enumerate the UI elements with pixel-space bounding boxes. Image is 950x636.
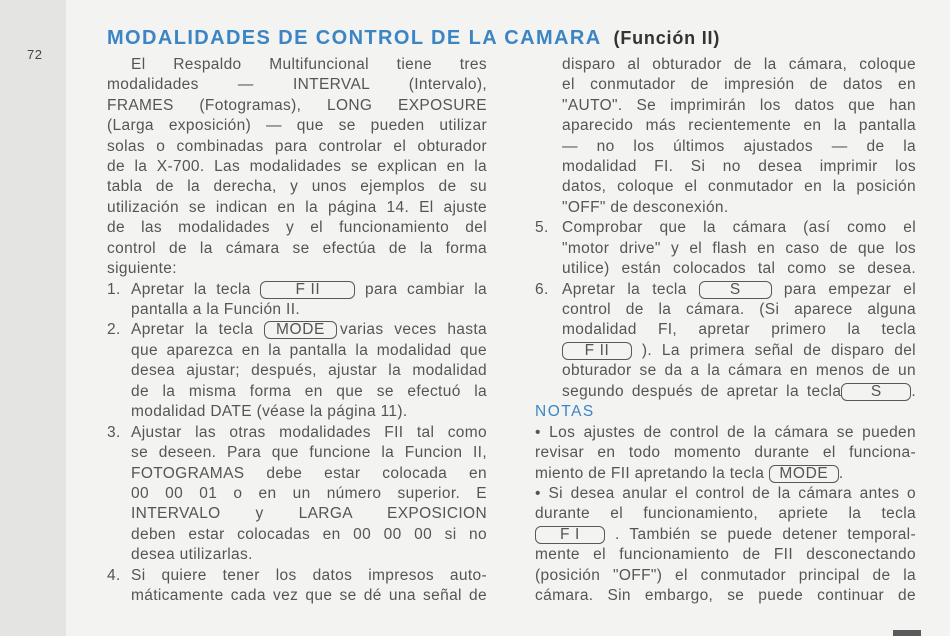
- key-box-s: S: [699, 281, 772, 299]
- note-text: Si desea anular el control de la cámara antes o: [548, 484, 916, 502]
- title-main: MODALIDADES DE CONTROL DE LA CAMARA: [107, 27, 602, 49]
- text-after-key: para empezar el: [783, 280, 916, 298]
- intro-line: control de la cámara se efectúa de la forma: [107, 239, 487, 257]
- bullet: •: [535, 484, 541, 502]
- step-text: Ajustar las otras modalidades FII tal como: [131, 423, 487, 441]
- step-line: deben estar colocadas en 00 00 00 si no: [131, 525, 487, 543]
- key-box-f-i: F I: [535, 526, 605, 544]
- step-line: [535, 382, 916, 402]
- notes-heading: NOTAS: [535, 403, 595, 421]
- intro-line: utilización se indican en la página 14. El ajuste: [107, 198, 487, 216]
- intro-line: (Larga exposición) — que se pueden utilizar: [107, 117, 487, 135]
- step-number: 3.: [107, 423, 121, 441]
- step-text: Comprobar que la cámara (así como el: [562, 219, 916, 237]
- step-line: desea ajustar; después, ajustar la modalidad: [131, 362, 487, 380]
- bullet: •: [535, 423, 541, 441]
- step-number: 5.: [535, 219, 549, 237]
- step-line: [107, 320, 487, 340]
- step-line: se deseen. Para que funcione la Funcion II,: [131, 444, 487, 462]
- step-line: "OFF" de desconexión.: [562, 198, 729, 216]
- step-line: obturador se da a la cámara en menos de un: [562, 362, 916, 380]
- text-after-key: .: [911, 382, 916, 400]
- note-line: durante el funcionamiento, apriete la tecla: [535, 505, 916, 523]
- step-line: pantalla a la Función II.: [131, 301, 301, 319]
- key-box-mode: MODE: [769, 465, 839, 483]
- intro-line: siguiente:: [107, 260, 177, 278]
- step-line: INTERVALO y LARGA EXPOSICION: [131, 505, 487, 523]
- intro-line: solas o combinadas para controlar el obturador: [107, 137, 487, 155]
- step-number: 2.: [107, 321, 121, 339]
- step-line: — no los últimos ajustados — de la: [562, 137, 916, 155]
- note-line: (posición "OFF") el conmutador principal de la: [535, 566, 916, 584]
- key-box-s: S: [841, 383, 911, 401]
- step-line: [107, 423, 487, 443]
- note-line: [535, 423, 916, 443]
- page-title: [107, 25, 720, 51]
- step-line: el conmutador de impresión de datos en: [562, 76, 916, 94]
- step-line: [535, 341, 916, 361]
- step-line: que aparezca en la pantalla la modalidad que: [131, 341, 487, 359]
- key-box-f-ii: F II: [260, 281, 355, 299]
- step-text: Si quiere tener los datos impresos auto-: [131, 566, 487, 584]
- text-before-key: Apretar la tecla: [131, 321, 254, 339]
- step-line: [535, 218, 916, 238]
- page-edge-mark: [893, 630, 921, 636]
- intro-line: de las modalidades y el funcionamiento del: [107, 219, 487, 237]
- step-line: desea utilizarlas.: [131, 546, 253, 564]
- step-line: "AUTO". Se imprimirán los datos que han: [562, 96, 916, 114]
- step-number: 4.: [107, 566, 121, 584]
- page-number: 72: [27, 47, 43, 62]
- note-line: [535, 484, 916, 504]
- step-number: 6.: [535, 280, 549, 298]
- note-line: cámara. Sin embargo, se puede continuar de: [535, 587, 916, 605]
- text-after-key: . También se puede detener temporal-: [615, 525, 916, 543]
- step-line: utilice) están colocados tal como se desea.: [562, 260, 916, 278]
- step-line: [535, 280, 916, 300]
- intro-line: FRAMES (Fotogramas), LONG EXPOSURE: [107, 96, 487, 114]
- text-after-key: varias veces hasta: [340, 321, 487, 339]
- step-line: control de la cámara. (Si aparece alguna: [562, 301, 916, 319]
- step-line: [107, 280, 487, 300]
- intro-line: modalidades — INTERVAL (Intervalo),: [107, 76, 487, 94]
- step-line: [107, 566, 487, 586]
- key-box-f-ii: F II: [562, 342, 632, 360]
- text-after-key: .: [838, 464, 844, 482]
- page-margin-strip: [0, 0, 66, 636]
- note-line: [535, 525, 916, 545]
- step-line: aparecido más recientemente en la pantalla: [562, 117, 916, 135]
- step-line: máticamente cada vez que se dé una señal de: [131, 587, 487, 605]
- step-line: FOTOGRAMAS debe estar colocada en: [131, 464, 487, 482]
- note-line: [535, 464, 916, 484]
- right-column: [535, 55, 916, 607]
- text-after-key: para cambiar la: [365, 280, 487, 298]
- note-line: revisar en todo momento durante el funciona-: [535, 444, 916, 462]
- step-line: datos, coloque el conmutador en la posición: [562, 178, 916, 196]
- text-before-key: miento de FII apretando la tecla: [535, 464, 765, 482]
- step-line: de la misma forma en que se efectuó la: [131, 382, 487, 400]
- step-line: disparo al obturador de la cámara, coloque: [562, 55, 916, 73]
- step-number: 1.: [107, 280, 121, 298]
- left-column: [107, 55, 487, 607]
- note-line: mente el funcionamiento de FII desconectando: [535, 546, 916, 564]
- note-text: Los ajustes de control de la cámara se pueden: [549, 423, 916, 441]
- text-before-key: segundo después de apretar la tecla: [562, 382, 842, 400]
- key-box-mode: MODE: [264, 321, 337, 339]
- title-subtitle: (Función II): [613, 28, 721, 48]
- text-before-key: Apretar la tecla: [562, 280, 687, 298]
- text-after-key: ). La primera señal de disparo del: [641, 341, 916, 359]
- intro-line: tabla de la derecha, y unos ejemplos de su: [107, 178, 487, 196]
- step-line: modalidad FI, apretar primero la tecla: [562, 321, 916, 339]
- intro-line: El Respaldo Multifuncional tiene tres: [131, 55, 487, 73]
- step-line: modalidad DATE (véase la página 11).: [131, 403, 408, 421]
- step-line: 00 00 01 o en un número superior. E: [131, 484, 487, 502]
- intro-line: de la X-700. Las modalidades se explican en la: [107, 157, 487, 175]
- text-before-key: Apretar la tecla: [131, 280, 251, 298]
- step-line: "motor drive" y el flash en caso de que los: [562, 239, 916, 257]
- step-line: modalidad FI. Si no desea imprimir los: [562, 157, 916, 175]
